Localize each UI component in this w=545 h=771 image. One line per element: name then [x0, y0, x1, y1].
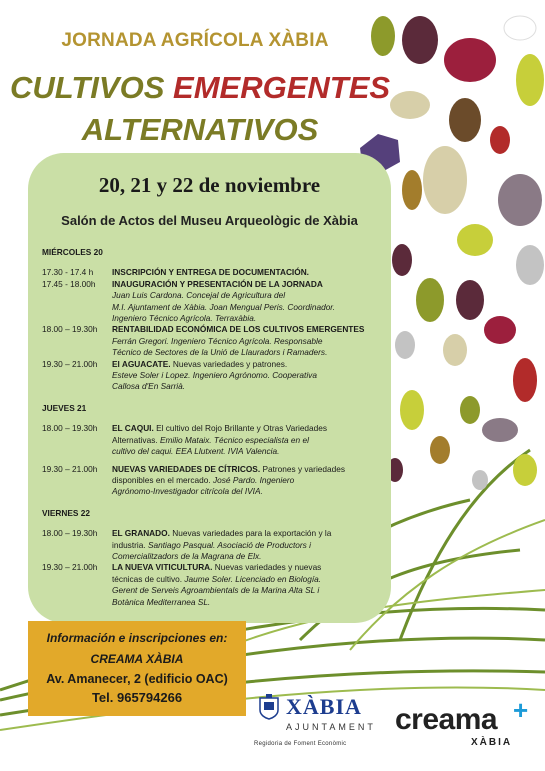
item-speaker: Botànica Mediterranea SL. — [112, 596, 211, 607]
info-organization: CREAMA XÀBIA — [90, 652, 184, 666]
regidoria-label: Regidoria de Foment Econòmic — [254, 741, 347, 747]
item-speaker: M.I. Ajuntament de Xàbia. Joan Mengual Peris. Coordinador. — [112, 301, 336, 312]
item-speaker: Comercialitzadors de la Magrana de Elx. — [112, 550, 262, 561]
item-title: El AGUACATE. — [112, 358, 171, 369]
event-series-title: JORNADA AGRÍCOLA XÀBIA — [61, 30, 329, 51]
item-title: LA NUEVA VITICULTURA. — [112, 562, 213, 573]
ajuntament-label: AJUNTAMENT — [286, 722, 376, 732]
event-dates: 20, 21 y 22 de noviembre — [98, 173, 321, 197]
item-time: 19.30 – 21.00h — [42, 562, 98, 573]
item-speaker: José Pardo. Ingeniero — [213, 474, 295, 485]
ajuntament-xabia-logo — [250, 690, 390, 750]
item-time: 18.00 – 19.30h — [42, 423, 98, 434]
schedule — [42, 243, 387, 608]
item-speaker: Santiago Pasqual. Asociació de Productors i — [147, 539, 311, 550]
item-speaker: cultivo del caqui. EEA Llutxent. IVIA Valencia. — [112, 446, 280, 457]
item-speaker: Jaume Soler. Licenciado en Biología. — [184, 573, 322, 584]
schedule-item — [42, 279, 387, 325]
item-title: NUEVAS VARIEDADES DE CÍTRICOS. — [112, 463, 261, 474]
plus-icon: + — [513, 695, 529, 725]
item-speaker: Ferrán Gregori. Ingeniero Técnico Agrícola. Responsable — [112, 335, 323, 346]
item-subtitle: El cultivo del Rojo Brillante y Otras Variedades — [153, 423, 328, 434]
main-title-word2: EMERGENTES — [173, 70, 391, 105]
creama-wordmark: creama — [395, 703, 498, 736]
schedule-item — [42, 423, 387, 457]
item-time: 19.30 – 21.00h — [42, 463, 98, 474]
item-speaker: Emilio Mataix. Técnico especialista en el — [159, 434, 309, 445]
main-title-line2: ALTERNATIVOS — [81, 112, 319, 147]
item-speaker: Callosa d'En Sarrià. — [112, 381, 186, 392]
item-speaker: Técnico de Sectores de la Unió de Llauradors i Ramaders. — [112, 347, 328, 358]
coat-of-arms-icon — [258, 694, 280, 720]
info-heading: Información e inscripciones en: — [46, 631, 228, 645]
schedule-item — [42, 359, 387, 393]
item-title: EL CAQUI. — [112, 423, 154, 434]
schedule-item — [42, 267, 387, 278]
item-time: 18.00 – 19.30h — [42, 528, 98, 539]
item-time: 18.00 – 19.30h — [42, 324, 98, 335]
schedule-item — [42, 528, 387, 562]
schedule-item — [42, 324, 387, 358]
schedule-item — [42, 562, 387, 608]
info-address: Av. Amanecer, 2 (edificio OAC) — [46, 672, 228, 686]
item-subtitle: Nuevas variedades y nuevas — [212, 562, 322, 573]
info-phone: Tel. 965794266 — [91, 690, 183, 705]
item-subtitle: industria. — [112, 539, 148, 550]
item-subtitle: técnicas de cultivo. — [112, 573, 185, 584]
day-heading: MIÉRCOLES 20 — [42, 247, 103, 257]
item-subtitle: disponibles en el mercado. — [112, 474, 214, 485]
item-speaker: Juan Luis Cardona. Concejal de Agricultura del — [112, 290, 286, 301]
main-title-word1: CULTIVOS — [9, 70, 165, 105]
item-time: 17.45 - 18.00h — [42, 278, 96, 289]
item-subtitle: Alternativas. — [112, 434, 160, 445]
item-subtitle: Nuevas variedades para la exportación y la — [169, 528, 332, 539]
info-box — [28, 621, 246, 716]
program-panel — [28, 153, 391, 623]
item-speaker: Esteve Soler i Lopez. Ingeniero Agrónomo. Cooperativa — [112, 370, 317, 381]
creama-subtitle: XÀBIA — [471, 737, 513, 748]
item-time: 19.30 – 21.00h — [42, 358, 98, 369]
item-speaker: Ingeniero Técnico Agrícola. Terraxàbia. — [112, 313, 257, 324]
main-title-line1 — [0, 70, 400, 106]
day-heading: VIERNES 22 — [42, 507, 90, 518]
item-subtitle: Nuevas variedades y patrones. — [170, 358, 288, 369]
schedule-item — [42, 464, 387, 498]
item-title: EL GRANADO. — [112, 528, 170, 539]
item-time: 17.30 - 17.4 h — [42, 267, 94, 278]
day-heading: JUEVES 21 — [42, 402, 87, 413]
item-speaker: Agrónomo-Investigador citrícola del IVIA. — [112, 486, 263, 497]
item-title: INAUGURACIÓN Y PRESENTACIÓN DE LA JORNADA — [112, 278, 323, 289]
item-speaker: Gerent de Serveis Agroambientals de la Marina Alta SL i — [112, 585, 320, 596]
item-title: RENTABILIDAD ECONÓMICA DE LOS CULTIVOS EMERGENTES — [112, 324, 365, 335]
xabia-wordmark: XÀBIA — [286, 694, 362, 719]
creama-logo — [395, 695, 535, 755]
item-subtitle: Patrones y variedades — [260, 463, 346, 474]
event-venue: Salón de Actos del Museu Arqueològic de Xàbia — [61, 213, 358, 228]
item-title: INSCRIPCIÓN Y ENTREGA DE DOCUMENTACIÓN. — [112, 267, 309, 278]
